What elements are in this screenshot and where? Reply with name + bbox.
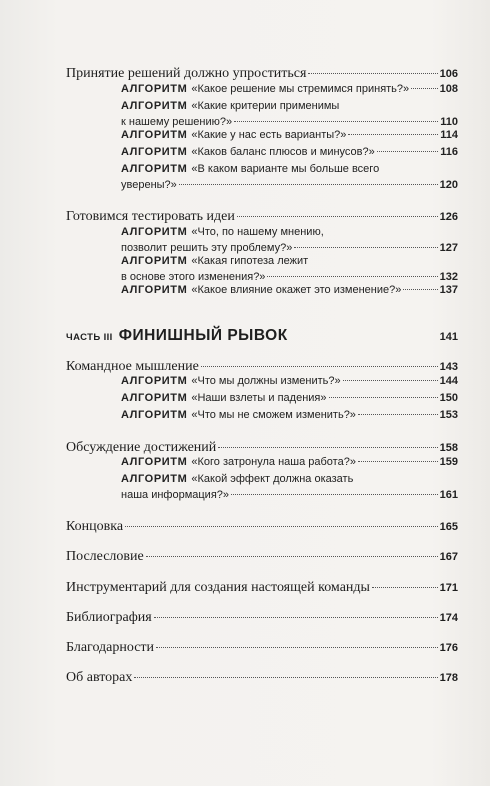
algorithm-keyword: АЛГОРИТМ	[121, 226, 188, 238]
page-number: 108	[439, 83, 458, 95]
page-number: 120	[439, 179, 458, 191]
leader-dots	[358, 413, 438, 415]
algorithm-title	[121, 146, 375, 158]
algorithm-keyword: АЛГОРИТМ	[121, 129, 188, 141]
chapter-title: Библиография	[66, 610, 152, 625]
algorithm-title	[121, 129, 346, 141]
algorithm-title	[121, 409, 356, 421]
leader-dots	[146, 555, 438, 557]
chapter-title: Командное мышление	[66, 359, 199, 374]
algorithm-keyword: АЛГОРИТМ	[121, 284, 188, 296]
toc-algorithm[interactable]	[121, 392, 458, 404]
page-number: 127	[439, 242, 458, 254]
chapter-title: Послесловие	[66, 549, 144, 564]
algorithm-title-line1	[121, 255, 308, 267]
page-number: 143	[439, 361, 458, 373]
algorithm-text: «Какое решение мы стремимся принять?»	[191, 83, 410, 95]
algorithm-text: «Что мы не сможем изменить?»	[191, 409, 356, 421]
toc-algorithm[interactable]	[121, 179, 458, 191]
algorithm-keyword: АЛГОРИТМ	[121, 392, 188, 404]
toc-algorithm[interactable]	[121, 456, 458, 468]
chapter-title: Обсуждение достижений	[66, 440, 217, 455]
leader-dots	[179, 183, 438, 185]
algorithm-title: позволит решить эту проблему?»	[121, 242, 293, 254]
toc-chapter[interactable]	[66, 440, 458, 456]
algorithm-text: «Какой эффект должна оказать	[191, 473, 354, 485]
toc-chapter[interactable]	[66, 670, 458, 686]
part-label: ЧАСТЬ III	[66, 332, 113, 343]
toc-chapter[interactable]	[66, 359, 458, 375]
leader-dots	[201, 365, 438, 367]
leader-dots	[377, 150, 439, 152]
page-number: 137	[439, 284, 458, 296]
algorithm-title	[121, 392, 327, 404]
page-number: 161	[439, 489, 458, 501]
chapter-title: Благодарности	[66, 640, 155, 655]
algorithm-title-line1	[121, 163, 379, 175]
algorithm-title: в основе этого изменения?»	[121, 271, 266, 283]
page-number: 126	[439, 211, 458, 223]
algorithm-keyword: АЛГОРИТМ	[121, 255, 188, 267]
algorithm-keyword: АЛГОРИТМ	[121, 375, 188, 387]
toc-algorithm[interactable]	[121, 409, 458, 421]
page-number: 158	[439, 442, 458, 454]
algorithm-title-line1	[121, 226, 324, 238]
toc-chapter[interactable]	[66, 640, 458, 656]
toc-part[interactable]	[66, 327, 458, 345]
page-number: 144	[439, 375, 458, 387]
page-number: 174	[439, 612, 458, 624]
toc-chapter[interactable]	[66, 549, 458, 565]
algorithm-title: уверены?»	[121, 179, 177, 191]
algorithm-text: «Что мы должны изменить?»	[191, 375, 341, 387]
part-title: ФИНИШНЫЙ РЫВОК	[118, 327, 288, 344]
chapter-title: Готовимся тестировать идеи	[66, 209, 235, 224]
page-number: 141	[439, 331, 458, 343]
toc-chapter[interactable]	[66, 209, 458, 225]
algorithm-keyword: АЛГОРИТМ	[121, 473, 188, 485]
toc-algorithm[interactable]	[121, 116, 458, 128]
algorithm-text: «Каков баланс плюсов и минусов?»	[191, 146, 375, 158]
algorithm-keyword: АЛГОРИТМ	[121, 146, 188, 158]
page-number: 167	[439, 551, 458, 563]
algorithm-title	[121, 284, 401, 296]
leader-dots	[329, 396, 438, 398]
leader-dots	[343, 379, 438, 381]
toc-algorithm[interactable]	[121, 271, 458, 283]
algorithm-text: «В каком варианте мы больше всего	[191, 163, 380, 175]
toc-algorithm[interactable]	[121, 129, 458, 141]
leader-dots	[154, 616, 438, 618]
algorithm-text: «Что, по нашему мнению,	[191, 226, 324, 238]
page-number: 132	[439, 271, 458, 283]
algorithm-text: «Кого затронула наша работа?»	[191, 456, 356, 468]
chapter-title: Об авторах	[66, 670, 133, 685]
algorithm-title: наша информация?»	[121, 489, 230, 501]
leader-dots	[348, 133, 438, 135]
leader-dots	[234, 120, 438, 122]
algorithm-text: «Наши взлеты и падения»	[191, 392, 327, 404]
leader-dots	[134, 676, 437, 678]
algorithm-keyword: АЛГОРИТМ	[121, 163, 188, 175]
algorithm-text: «Какие критерии применимы	[191, 100, 340, 112]
page-number: 165	[439, 521, 458, 533]
toc-algorithm[interactable]	[121, 83, 458, 95]
toc-chapter[interactable]	[66, 580, 458, 596]
algorithm-text: «Какие у нас есть варианты?»	[191, 129, 347, 141]
algorithm-title	[121, 456, 356, 468]
leader-dots	[372, 586, 438, 588]
algorithm-title-line1	[121, 473, 353, 485]
page-number: 178	[439, 672, 458, 684]
toc-algorithm[interactable]	[121, 146, 458, 158]
page-number: 150	[439, 392, 458, 404]
leader-dots	[290, 336, 438, 337]
algorithm-keyword: АЛГОРИТМ	[121, 409, 188, 421]
leader-dots	[411, 87, 437, 89]
page-number: 110	[440, 116, 458, 128]
algorithm-keyword: АЛГОРИТМ	[121, 83, 188, 95]
toc-algorithm[interactable]	[121, 284, 458, 296]
leader-dots	[218, 446, 437, 448]
toc-algorithm[interactable]	[121, 489, 458, 501]
algorithm-title: к нашему решению?»	[121, 116, 233, 128]
leader-dots	[403, 288, 437, 290]
algorithm-text: «Какое влияние окажет это изменение?»	[191, 284, 402, 296]
algorithm-keyword: АЛГОРИТМ	[121, 456, 188, 468]
chapter-title: Инструментарий для создания настоящей команды	[66, 580, 370, 595]
leader-dots	[156, 646, 438, 648]
leader-dots	[231, 493, 438, 495]
toc-chapter[interactable]	[66, 519, 458, 535]
leader-dots	[125, 525, 438, 527]
algorithm-title-line1	[121, 100, 339, 112]
toc-algorithm[interactable]	[121, 375, 458, 387]
part-heading	[66, 327, 288, 345]
leader-dots	[308, 72, 437, 74]
leader-dots	[267, 275, 437, 277]
toc-chapter[interactable]	[66, 66, 458, 82]
algorithm-keyword: АЛГОРИТМ	[121, 100, 188, 112]
leader-dots	[294, 246, 437, 248]
page-number: 159	[439, 456, 458, 468]
page-number: 176	[439, 642, 458, 654]
toc-algorithm[interactable]	[121, 242, 458, 254]
leader-dots	[237, 215, 438, 217]
chapter-title: Концовка	[66, 519, 124, 534]
page-number: 171	[439, 582, 458, 594]
page-number: 114	[440, 129, 458, 141]
leader-dots	[358, 460, 438, 462]
algorithm-title	[121, 375, 341, 387]
page-number: 153	[439, 409, 458, 421]
chapter-title: Принятие решений должно упроститься	[66, 66, 307, 81]
page-number: 116	[440, 146, 458, 158]
page-number: 106	[439, 68, 458, 80]
toc-chapter[interactable]	[66, 610, 458, 626]
algorithm-text: «Какая гипотеза лежит	[191, 255, 309, 267]
algorithm-title	[121, 83, 409, 95]
